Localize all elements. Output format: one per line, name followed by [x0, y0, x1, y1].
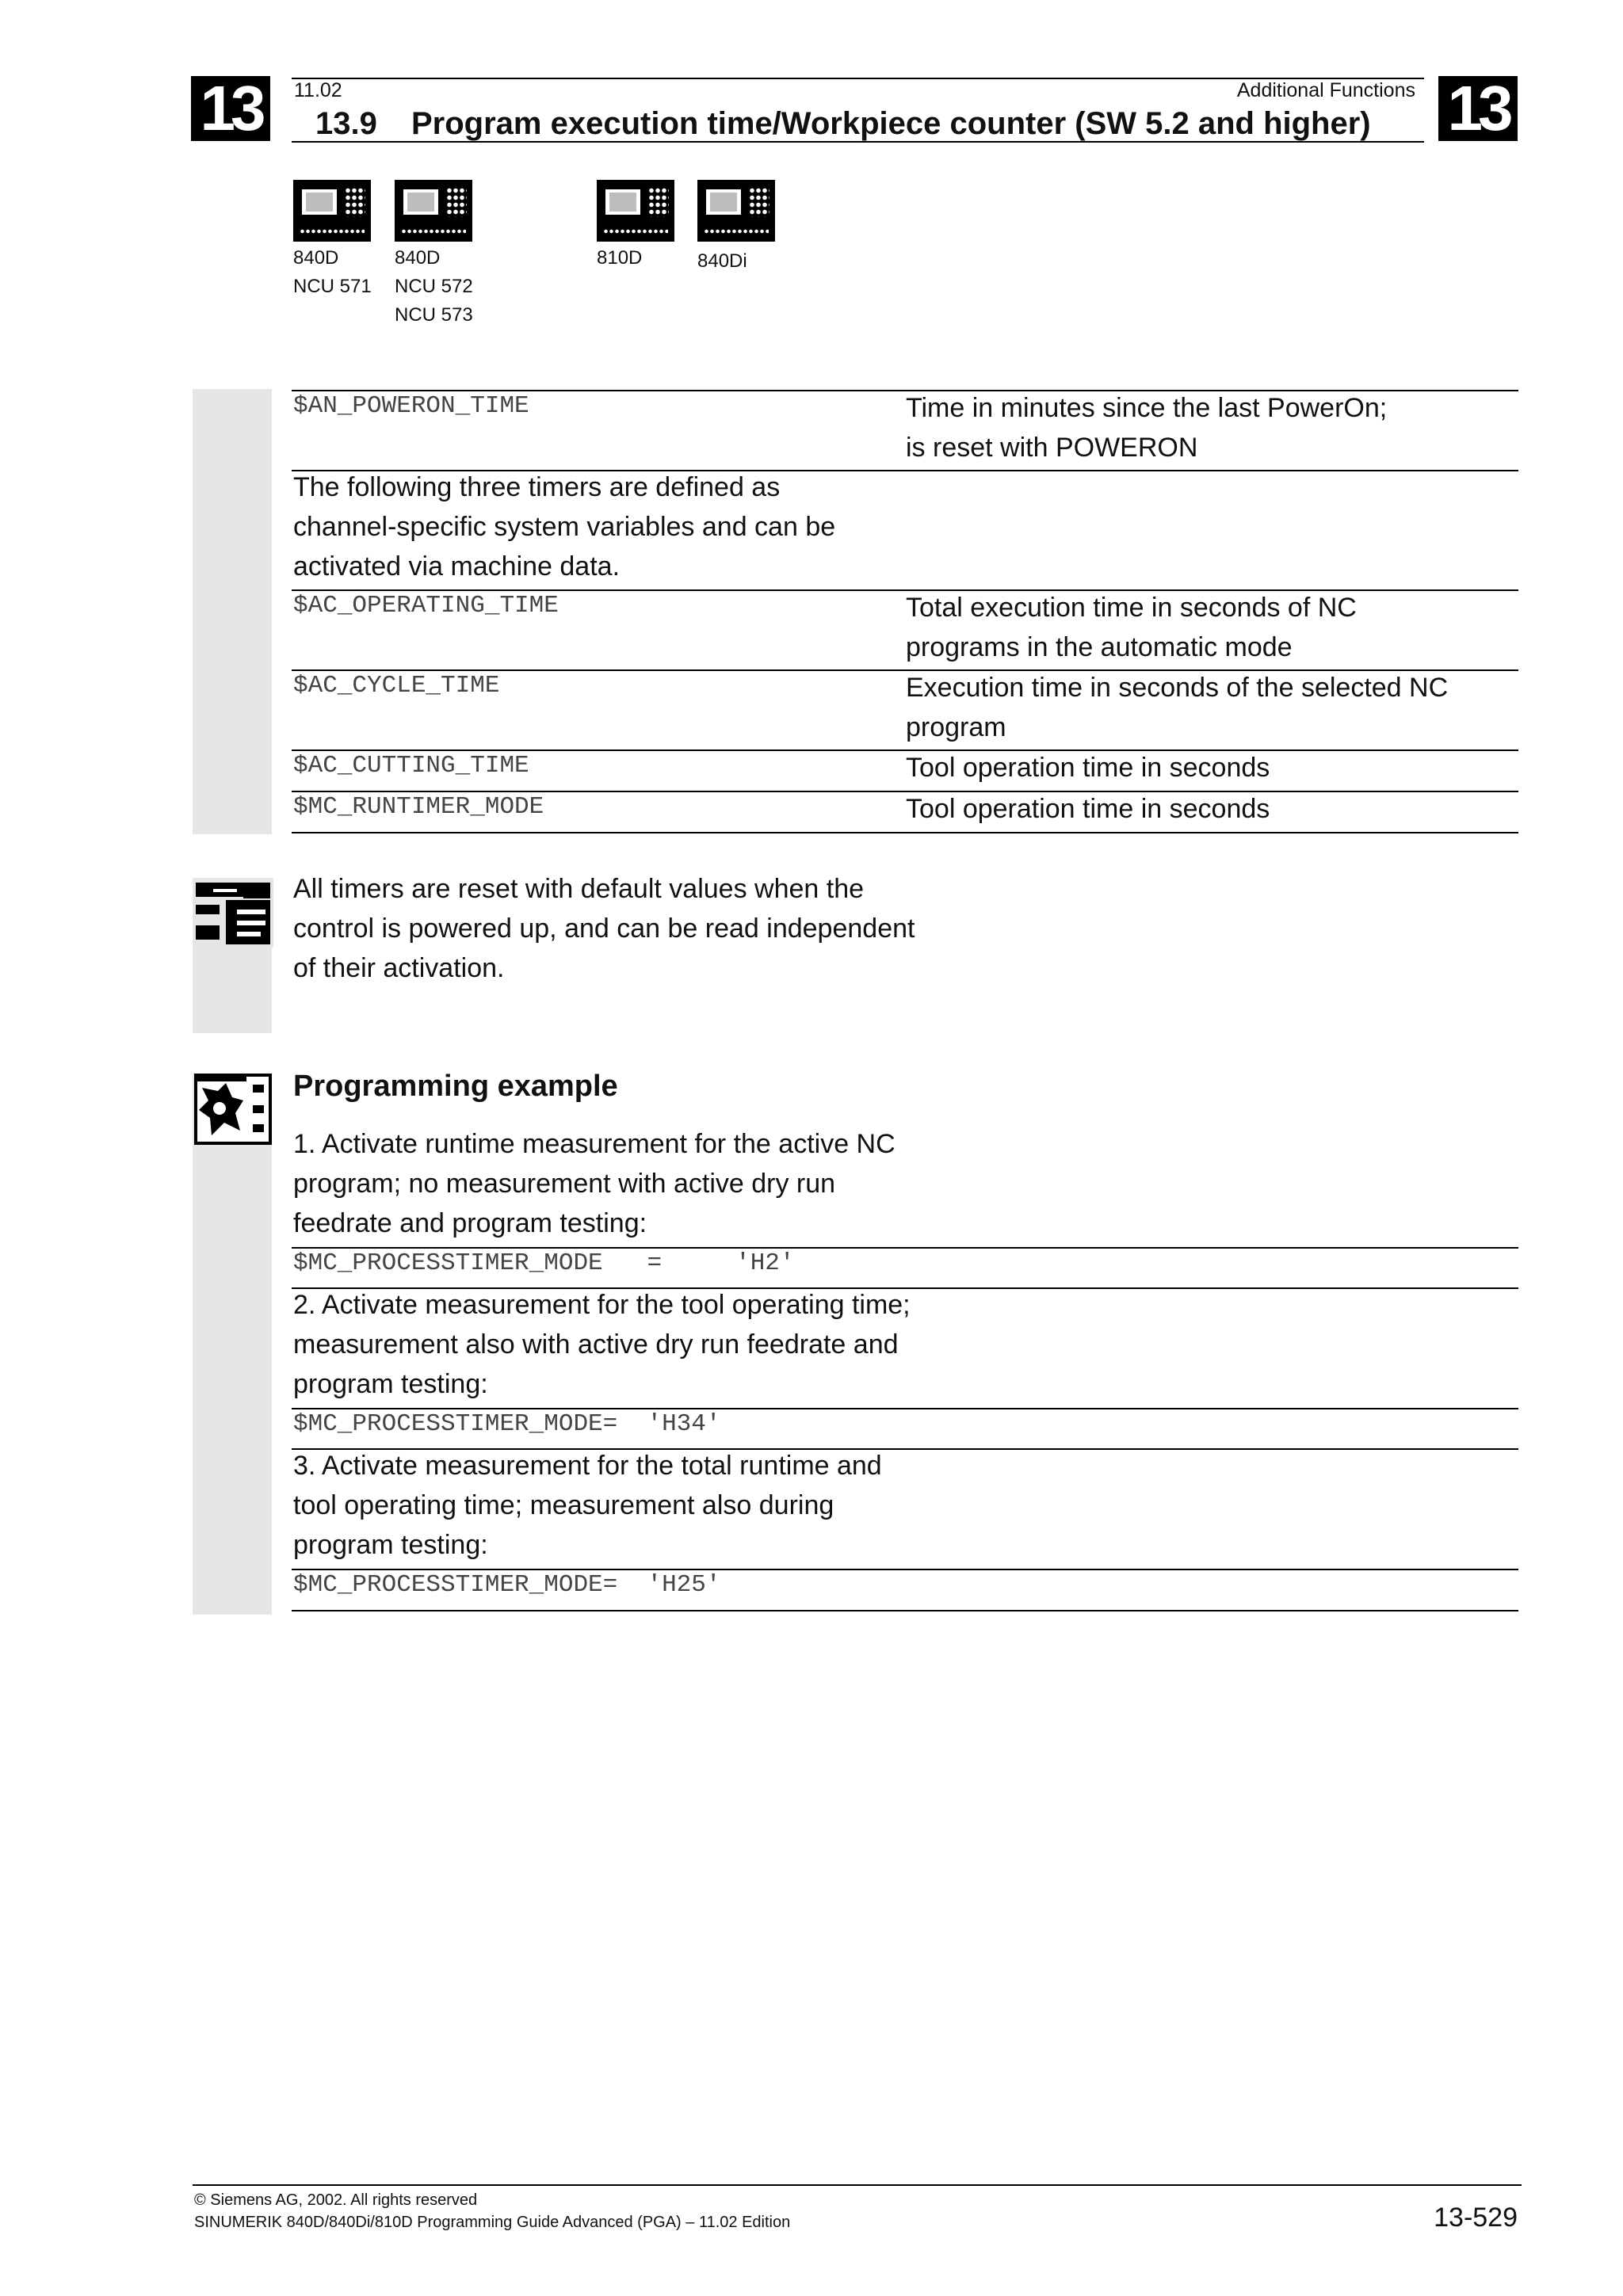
control-label: 840D NCU 572 NCU 573: [395, 247, 473, 326]
code-line-3: $MC_PROCESSTIMER_MODE= 'H25': [293, 1571, 721, 1599]
chapter-number-right: 13: [1438, 76, 1518, 141]
table-rule: [292, 832, 1518, 833]
example-heading: Programming example: [293, 1070, 618, 1103]
code-rule: [292, 1610, 1518, 1611]
example-step-2: 2. Activate measurement for the tool operating time; measurement also with active dry run feedrate and program testing:: [293, 1290, 911, 1399]
header-category: Additional Functions: [1236, 79, 1415, 101]
footer-rule: [193, 2184, 1522, 2186]
variable-name: $AC_CYCLE_TIME: [293, 672, 500, 700]
variable-description: Execution time in seconds of the selected NC program: [906, 673, 1449, 742]
margin-bar-table: [193, 389, 272, 834]
footer-copyright: © Siemens AG, 2002. All rights reserved: [194, 2191, 478, 2209]
variable-description: Tool operation time in seconds: [906, 794, 1270, 824]
example-step-3: 3. Activate measurement for the total runtime and tool operating time; measurement also during program testing:: [293, 1451, 882, 1560]
table-intro-text: The following three timers are defined as channel-specific system variables and can be activated via machine data.: [293, 472, 836, 582]
code-line-1: $MC_PROCESSTIMER_MODE = 'H2': [293, 1249, 795, 1277]
header-bottom-rule: [292, 141, 1424, 143]
control-label: 810D: [597, 247, 643, 269]
variable-description: Tool operation time in seconds: [906, 753, 1270, 783]
margin-bar-example: [193, 1074, 272, 1615]
section-number: 13.9: [315, 106, 377, 141]
control-label: 840D NCU 571: [293, 247, 372, 297]
control-panel-icon: [597, 180, 674, 242]
variable-description: Time in minutes since the last PowerOn; is reset with POWERON: [906, 393, 1388, 463]
section-title: Program execution time/Workpiece counter (SW 5.2 and higher): [411, 106, 1371, 141]
variable-name: $AC_OPERATING_TIME: [293, 592, 559, 620]
chapter-number-left: 13: [191, 76, 270, 141]
note-text: All timers are reset with default values when the control is powered up, and can be read independent of their activation.: [293, 874, 915, 983]
variable-name: $AN_POWERON_TIME: [293, 392, 529, 420]
example-step-1: 1. Activate runtime measurement for the active NC program; no measurement with active dry run feedrate and program testing:: [293, 1129, 896, 1238]
code-line-2: $MC_PROCESSTIMER_MODE= 'H34': [293, 1410, 721, 1438]
control-panel-icon: [293, 180, 371, 242]
control-panel-icon: [395, 180, 472, 242]
pointing-hand-icon: [194, 878, 273, 948]
header-date: 11.02: [294, 79, 342, 101]
variable-description: Total execution time in seconds of NC programs in the automatic mode: [906, 593, 1357, 662]
page-number: 13-529: [1434, 2203, 1518, 2233]
control-label: 840Di: [697, 250, 747, 272]
programming-example-icon: [194, 1074, 272, 1145]
control-panel-icon: [697, 180, 775, 242]
variable-name: $AC_CUTTING_TIME: [293, 752, 529, 780]
variable-name: $MC_RUNTIMER_MODE: [293, 793, 544, 821]
footer-document-title: SINUMERIK 840D/840Di/810D Programming Guide Advanced (PGA) – 11.02 Edition: [194, 2214, 791, 2231]
